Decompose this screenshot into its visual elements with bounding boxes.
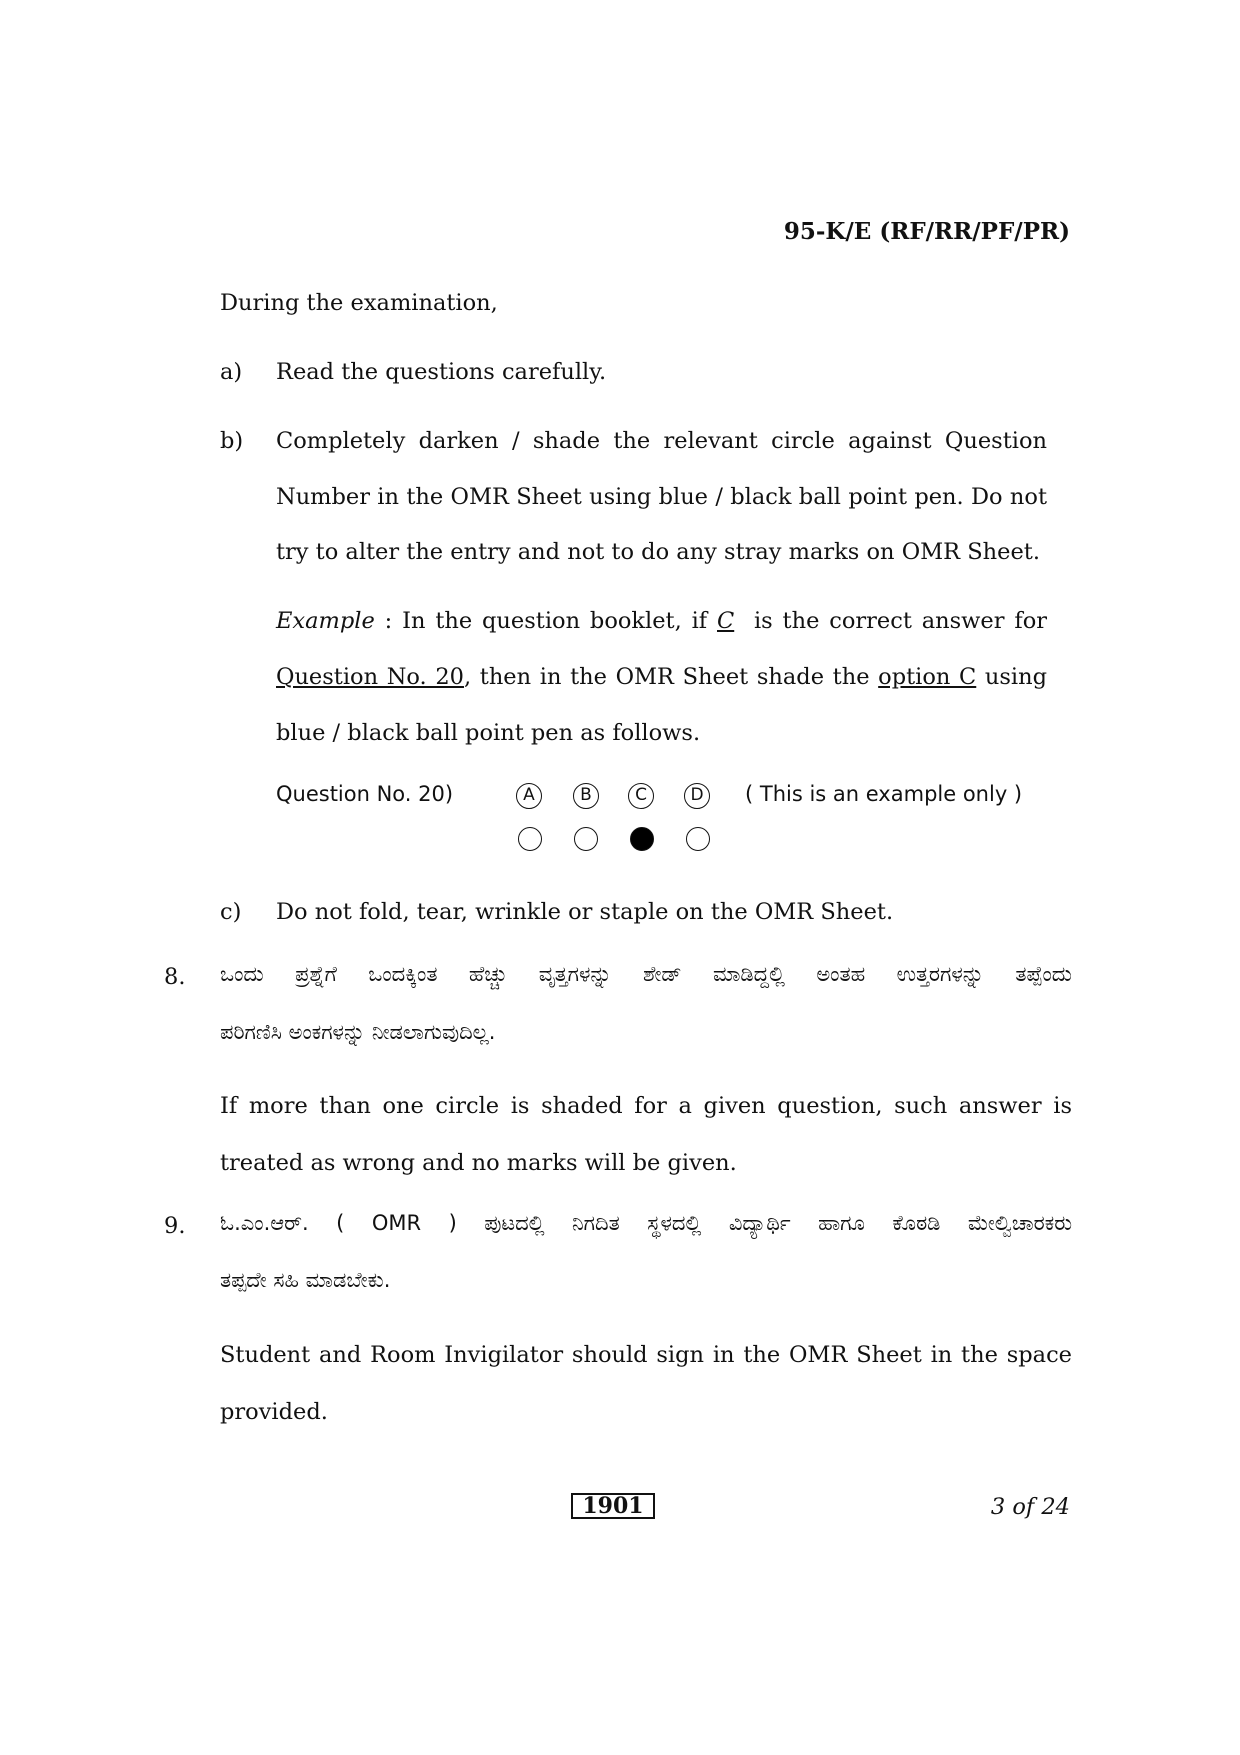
omr-example-note: ( This is an example only ) xyxy=(745,782,1023,806)
example-end: using xyxy=(976,664,1048,690)
omr-bubble-b xyxy=(574,827,598,851)
item-a-text: Read the questions carefully. xyxy=(276,359,607,385)
item-a-label: a) xyxy=(220,359,243,385)
intro-text: During the examination, xyxy=(220,290,498,316)
example-rest: is the correct answer for xyxy=(753,608,1047,634)
example-line-2 xyxy=(276,664,1047,690)
omr-bubble-c-filled xyxy=(630,827,654,851)
item-8-english-line-2: treated as wrong and no marks will be given. xyxy=(220,1150,737,1176)
example-mid: , then in the OMR Sheet shade the xyxy=(463,664,879,690)
example-option: option C xyxy=(878,664,977,690)
item-8-number: 8. xyxy=(164,964,186,990)
example-answer: C xyxy=(717,608,735,634)
item-9-number: 9. xyxy=(164,1213,186,1239)
page-number: 3 of 24 xyxy=(990,1494,1070,1520)
example-line-3: blue / black ball point pen as follows. xyxy=(276,720,701,746)
item-b-label: b) xyxy=(220,428,244,454)
item-9-english-line-1: Student and Room Invigilator should sign in the OMR Sheet in the space xyxy=(220,1342,1072,1368)
omr-option-c-icon: C xyxy=(628,783,654,809)
omr-option-d-icon: D xyxy=(684,783,710,809)
example-word: Example xyxy=(276,608,375,634)
item-c-text: Do not fold, tear, wrinkle or staple on the OMR Sheet. xyxy=(276,899,894,925)
item-8-kannada-line-1: ಒಂದು ಪ್ರಶ್ನೆಗೆ ಒಂದಕ್ಕಿಂತ ಹೆಚ್ಚು ವೃತ್ತಗಳನ್ನು ಶೇಡ್ ಮಾಡಿದ್ದಲ್ಲಿ ಅಂತಹ ಉತ್ತರಗಳನ್ನು ತಪ್ಪೆಂದು xyxy=(220,962,1072,986)
omr-bubble-d xyxy=(686,827,710,851)
paper-code: 95-K/E (RF/RR/PF/PR) xyxy=(783,218,1070,245)
example-line-1 xyxy=(276,608,1047,634)
footer-code-box: 1901 xyxy=(571,1493,655,1519)
item-9-kannada-line-2: ತಪ್ಪದೇ ಸಹಿ ಮಾಡಬೇಕು. xyxy=(220,1268,391,1292)
item-8-english-line-1: If more than one circle is shaded for a given question, such answer is xyxy=(220,1093,1072,1119)
item-9-english-line-2: provided. xyxy=(220,1399,328,1425)
item-8-kannada-line-2: ಪರಿಗಣಿಸಿ ಅಂಕಗಳನ್ನು ನೀಡಲಾಗುವುದಿಲ್ಲ. xyxy=(220,1020,496,1044)
item-c-label: c) xyxy=(220,899,242,925)
example-question-no: Question No. 20 xyxy=(276,664,464,690)
omr-question-label: Question No. 20) xyxy=(276,782,454,806)
omr-bubble-a xyxy=(518,827,542,851)
item-b-line-1: Completely darken / shade the relevant circle against Question xyxy=(276,428,1047,454)
omr-option-b-icon: B xyxy=(573,783,599,809)
item-b-line-3: try to alter the entry and not to do any stray marks on OMR Sheet. xyxy=(276,539,1041,565)
example-intro: : In the question booklet, if xyxy=(374,608,717,634)
item-9-kannada-line-1: ಓ.ಎಂ.ಆರ್. ( OMR ) ಪುಟದಲ್ಲಿ ನಿಗದಿತ ಸ್ಥಳದಲ್ಲಿ ವಿದ್ಯಾರ್ಥಿ ಹಾಗೂ ಕೊಠಡಿ ಮೇಲ್ವಿಚಾರಕರು xyxy=(220,1211,1072,1235)
item-b-line-2: Number in the OMR Sheet using blue / black ball point pen. Do not xyxy=(276,484,1047,510)
omr-option-a-icon: A xyxy=(516,783,542,809)
